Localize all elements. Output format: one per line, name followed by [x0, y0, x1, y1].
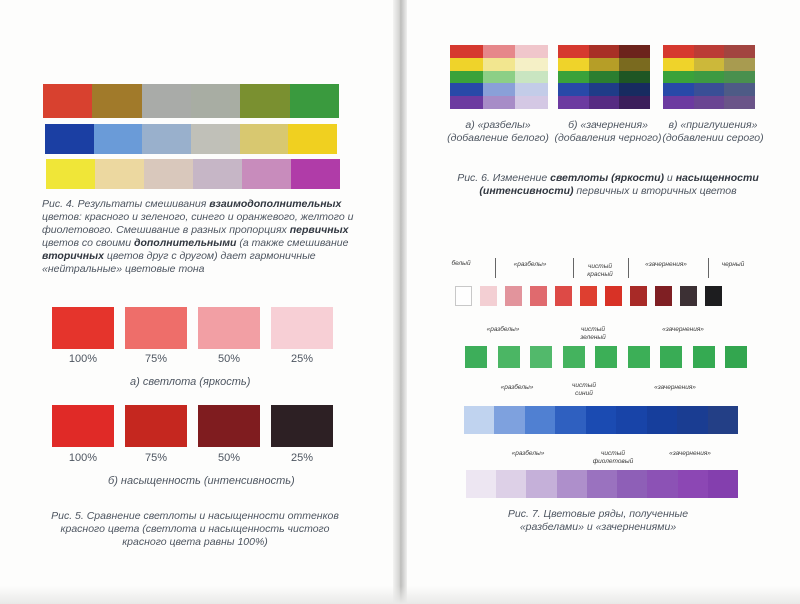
fig7-blue-step [677, 406, 707, 434]
fig7-green-label-shades: «зачернения» [662, 326, 704, 333]
fig7-red-swatch [680, 286, 697, 306]
fig7-red-label-white: белый [451, 260, 471, 267]
fig7-violet-step [678, 470, 708, 498]
fig7-green-swatch [563, 346, 585, 368]
fig4-row-red-green [43, 84, 339, 118]
fig6a-grid [450, 45, 548, 109]
fig6c-swatch [663, 83, 694, 96]
fig6b-swatch [558, 58, 589, 71]
fig6b-swatch [619, 83, 650, 96]
fig7-blue-gradient [464, 406, 738, 434]
fig6c-swatch [724, 45, 755, 58]
fig6c-swatch [724, 96, 755, 109]
fig7-caption: Рис. 7. Цветовые ряды, полученные «разбелами» и «зачернениями» [507, 508, 689, 533]
fig7-red-swatch [605, 286, 622, 306]
fig6b-swatch [558, 45, 589, 58]
fig6b-swatch [619, 71, 650, 84]
fig4-swatch [240, 84, 289, 118]
fig5b-percent-label: 100% [68, 452, 98, 464]
fig6a-swatch [450, 45, 483, 58]
fig6c-swatch [724, 58, 755, 71]
fig7-violet-step [466, 470, 496, 498]
fig6a-swatch [483, 71, 516, 84]
fig7-red-label-shades: «зачернения» [645, 261, 687, 268]
fig6b-swatch [589, 83, 620, 96]
fig4-swatch [240, 124, 289, 154]
fig7-violet-label-tints: «разбелы» [511, 450, 545, 457]
fig6a-swatch [515, 83, 548, 96]
fig5a-percent-label: 25% [290, 353, 314, 365]
fig7-green-swatch [660, 346, 682, 368]
fig6c-swatch [663, 96, 694, 109]
fig7-green-swatch [498, 346, 520, 368]
fig6a-swatch [515, 96, 548, 109]
fig7-tick [573, 258, 574, 278]
fig7-red-swatch [705, 286, 722, 306]
fig6a-swatch [483, 96, 516, 109]
fig7-blue-label-shades: «зачернения» [654, 384, 696, 391]
fig7-violet-step [496, 470, 526, 498]
fig7-green-label-tints: «разбелы» [486, 326, 520, 333]
fig6b-swatch [589, 96, 620, 109]
fig7-green-swatch [628, 346, 650, 368]
fig7-green-swatch [693, 346, 715, 368]
fig6c-swatch [663, 71, 694, 84]
fig5-caption: Рис. 5. Сравнение светлоты и насыщенности оттенков красного цвета (светлота и насыщенность чистого красного цвета равны 100%) [51, 510, 339, 548]
fig6c-swatch [694, 71, 725, 84]
fig6b-swatch [558, 96, 589, 109]
page-shadow [0, 586, 800, 604]
fig6c-swatch [694, 58, 725, 71]
fig6b-swatch [619, 45, 650, 58]
fig7-violet-gradient [466, 470, 738, 498]
fig6a-swatch [515, 58, 548, 71]
fig7-violet-step [708, 470, 738, 498]
fig6c-swatch [694, 96, 725, 109]
fig6-caption: Рис. 6. Изменение светлоты (яркости) и насыщенности (интенсивности) первичных и вторичных цветов [457, 172, 759, 197]
fig6a-swatch [515, 45, 548, 58]
fig4-swatch [94, 124, 143, 154]
fig4-swatch [142, 84, 191, 118]
fig6b-subcaption: б) «зачернения» (добавления черного) [554, 119, 662, 144]
fig5a-swatch [125, 307, 187, 349]
fig7-violet-label-shades: «зачернения» [669, 450, 711, 457]
fig6a-swatch [483, 83, 516, 96]
fig6c-swatch [724, 71, 755, 84]
fig4-swatch [45, 124, 94, 154]
fig6a-swatch [450, 58, 483, 71]
fig5a-swatch [198, 307, 260, 349]
fig7-red-swatch [580, 286, 597, 306]
fig4-swatch [46, 159, 95, 189]
fig5b-percent-label: 25% [290, 452, 314, 464]
fig6c-swatch [694, 83, 725, 96]
fig4-swatch [291, 159, 340, 189]
fig7-violet-step [557, 470, 587, 498]
fig5b-swatch [52, 405, 114, 447]
fig7-red-swatch [655, 286, 672, 306]
fig4-swatch [191, 84, 240, 118]
fig7-red-swatch [630, 286, 647, 306]
fig5b-swatch [125, 405, 187, 447]
fig6a-swatch [483, 45, 516, 58]
fig4-caption: Рис. 4. Результаты смешивания взаимодополнительных цветов: красного и зеленого, синего и оранжевого, желтого и фиолетового. Смешивание в разных пропорциях первичных цветов со своими дополнительными (а также смешивание вторичных цветов друг с другом) дает гармоничные «нейтральные» цветовые тона [42, 198, 354, 275]
fig7-red-label-pure: чистый красный [587, 263, 613, 278]
fig4-swatch [290, 84, 339, 118]
fig5b-label: б) насыщенность (интенсивность) [108, 475, 295, 487]
fig7-tick [708, 258, 709, 278]
fig6c-swatch [694, 45, 725, 58]
fig7-tick [628, 258, 629, 278]
fig6c-swatch [663, 58, 694, 71]
book-gutter [393, 0, 407, 604]
fig5a-swatch [52, 307, 114, 349]
fig4-swatch [191, 124, 240, 154]
fig7-red-label-black: черный [721, 261, 745, 268]
fig5b-swatch [198, 405, 260, 447]
fig7-blue-step [708, 406, 738, 434]
fig7-violet-step [526, 470, 556, 498]
fig6a-swatch [483, 58, 516, 71]
fig7-violet-step [647, 470, 677, 498]
fig7-green-label-pure: чистый зеленый [580, 326, 606, 341]
fig6b-swatch [589, 45, 620, 58]
fig7-green-swatch [725, 346, 747, 368]
fig5a-swatch [271, 307, 333, 349]
fig6b-swatch [619, 58, 650, 71]
fig6c-swatch [663, 45, 694, 58]
fig6b-swatch [619, 96, 650, 109]
fig4-swatch [288, 124, 337, 154]
fig7-red-swatch [480, 286, 497, 306]
fig6b-swatch [589, 58, 620, 71]
fig4-swatch [144, 159, 193, 189]
fig7-green-swatch [530, 346, 552, 368]
fig6a-subcaption: а) «разбелы» (добавление белого) [447, 119, 549, 144]
fig6a-swatch [450, 71, 483, 84]
fig7-violet-step [587, 470, 617, 498]
fig4-swatch [43, 84, 92, 118]
fig7-violet-step [617, 470, 647, 498]
fig6b-swatch [558, 83, 589, 96]
fig6b-swatch [589, 71, 620, 84]
fig7-red-swatch [530, 286, 547, 306]
fig7-red-swatch [455, 286, 472, 306]
fig5a-label: а) светлота (яркость) [130, 376, 251, 388]
fig6c-grid [663, 45, 755, 109]
fig5b-percent-label: 75% [144, 452, 168, 464]
fig4-swatch [242, 159, 291, 189]
fig5a-percent-label: 50% [217, 353, 241, 365]
fig7-blue-step [555, 406, 585, 434]
fig4-swatch [95, 159, 144, 189]
fig7-blue-step [647, 406, 677, 434]
fig6a-swatch [515, 71, 548, 84]
fig6b-swatch [558, 71, 589, 84]
fig7-blue-label-pure: чистый синий [571, 382, 597, 397]
fig7-red-label-tints: «разбелы» [513, 261, 547, 268]
fig4-row-blue-orange [45, 124, 337, 154]
fig7-blue-step [494, 406, 524, 434]
fig4-swatch [193, 159, 242, 189]
fig7-red-swatch [555, 286, 572, 306]
fig7-green-swatch [595, 346, 617, 368]
fig5b-swatch [271, 405, 333, 447]
fig7-green-swatch [465, 346, 487, 368]
fig7-red-swatch [505, 286, 522, 306]
fig4-swatch [142, 124, 191, 154]
fig5a-percent-label: 100% [68, 353, 98, 365]
fig6a-swatch [450, 96, 483, 109]
fig7-violet-label-pure: чистый фиолетовый [592, 450, 634, 465]
fig5b-percent-label: 50% [217, 452, 241, 464]
fig7-blue-step [586, 406, 616, 434]
fig7-blue-step [525, 406, 555, 434]
fig6a-swatch [450, 83, 483, 96]
fig4-swatch [92, 84, 141, 118]
fig7-blue-step [464, 406, 494, 434]
fig4-row-yellow-violet [46, 159, 340, 189]
fig7-blue-label-tints: «разбелы» [500, 384, 534, 391]
fig7-blue-step [616, 406, 646, 434]
fig6c-subcaption: в) «приглушения» (добавлении серого) [662, 119, 764, 144]
fig7-tick [495, 258, 496, 278]
fig6c-swatch [724, 83, 755, 96]
fig6b-grid [558, 45, 650, 109]
fig5a-percent-label: 75% [144, 353, 168, 365]
